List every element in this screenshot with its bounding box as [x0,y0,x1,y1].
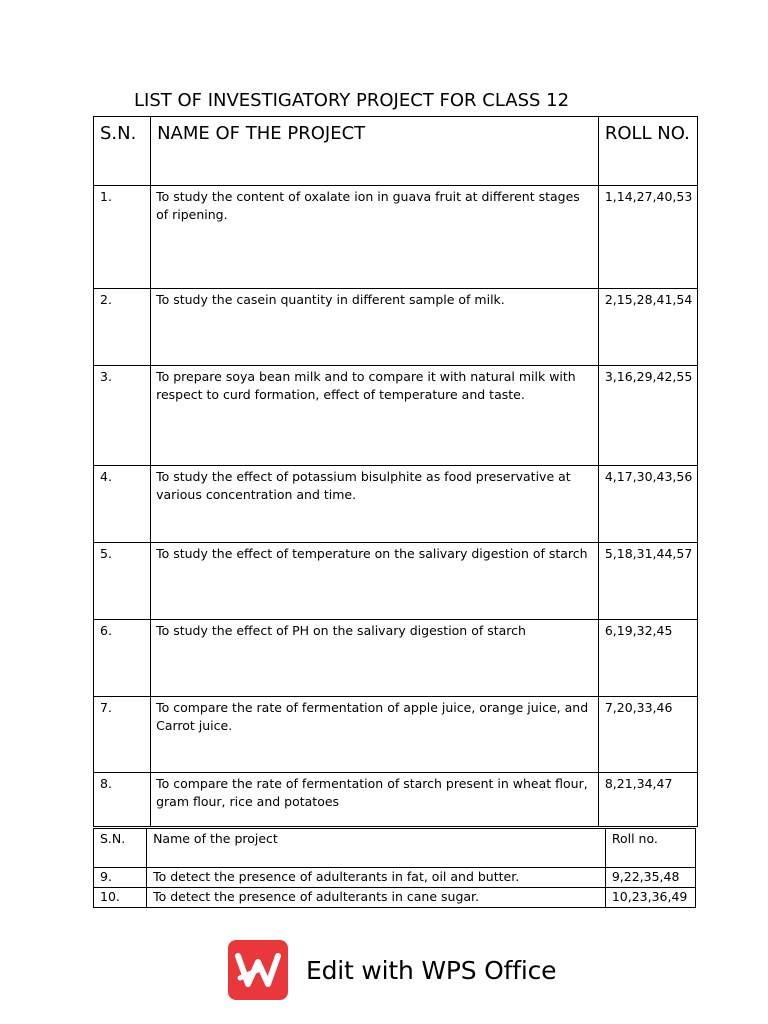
table-row [94,289,698,366]
cell-name: To detect the presence of adulterants in cane sugar. [147,888,606,908]
header-roll: Roll no. [605,829,695,868]
cell-sn: 6. [94,620,151,697]
wps-watermark-text: Edit with WPS Office [306,955,557,985]
project-table-continued [93,828,696,908]
header-name: Name of the project [147,829,606,868]
header-roll: ROLL NO. [598,117,697,186]
wps-logo-icon [228,940,288,1000]
table-row [94,773,698,827]
table-row [94,868,696,888]
table-row [94,888,696,908]
table-row [94,620,698,697]
header-sn: S.N. [94,829,147,868]
cell-roll: 5,18,31,44,57 [598,543,697,620]
cell-sn: 5. [94,543,151,620]
cell-roll: 9,22,35,48 [605,868,695,888]
cell-sn: 10. [94,888,147,908]
header-sn: S.N. [94,117,151,186]
table-row [94,543,698,620]
cell-name: To compare the rate of fermentation of starch present in wheat flour, gram flour, rice and potatoes [151,773,599,827]
cell-roll: 7,20,33,46 [598,697,697,773]
cell-name: To study the effect of temperature on the salivary digestion of starch [151,543,599,620]
cell-name: To prepare soya bean milk and to compare it with natural milk with respect to curd formation, effect of temperature and taste. [151,366,599,466]
cell-name: To study the casein quantity in different sample of milk. [151,289,599,366]
cell-sn: 8. [94,773,151,827]
table-row [94,697,698,773]
cell-name: To study the effect of potassium bisulphite as food preservative at various concentration and time. [151,466,599,543]
table-row [94,466,698,543]
cell-sn: 1. [94,186,151,289]
project-table [93,116,698,827]
table-header-row [94,117,698,186]
table-row [94,186,698,289]
cell-roll: 1,14,27,40,53 [598,186,697,289]
cell-sn: 2. [94,289,151,366]
cell-roll: 8,21,34,47 [598,773,697,827]
cell-roll: 6,19,32,45 [598,620,697,697]
wps-watermark[interactable] [228,940,556,1000]
cell-name: To detect the presence of adulterants in fat, oil and butter. [147,868,606,888]
header-name: NAME OF THE PROJECT [151,117,599,186]
page-title: LIST OF INVESTIGATORY PROJECT FOR CLASS 12 [134,90,570,111]
table-header-row [94,829,696,868]
cell-roll: 4,17,30,43,56 [598,466,697,543]
cell-name-line: Carrot juice. [156,718,233,733]
cell-sn: 3. [94,366,151,466]
cell-name: To study the content of oxalate ion in guava fruit at different stages of ripening. [151,186,599,289]
cell-roll: 10,23,36,49 [605,888,695,908]
table-row [94,366,698,466]
cell-name [151,697,599,773]
cell-name-line: To compare the rate of fermentation of apple juice, orange juice, and [156,700,589,715]
cell-sn: 7. [94,697,151,773]
cell-name: To study the effect of PH on the salivary digestion of starch [151,620,599,697]
cell-sn: 4. [94,466,151,543]
cell-sn: 9. [94,868,147,888]
cell-roll: 2,15,28,41,54 [598,289,697,366]
cell-roll: 3,16,29,42,55 [598,366,697,466]
